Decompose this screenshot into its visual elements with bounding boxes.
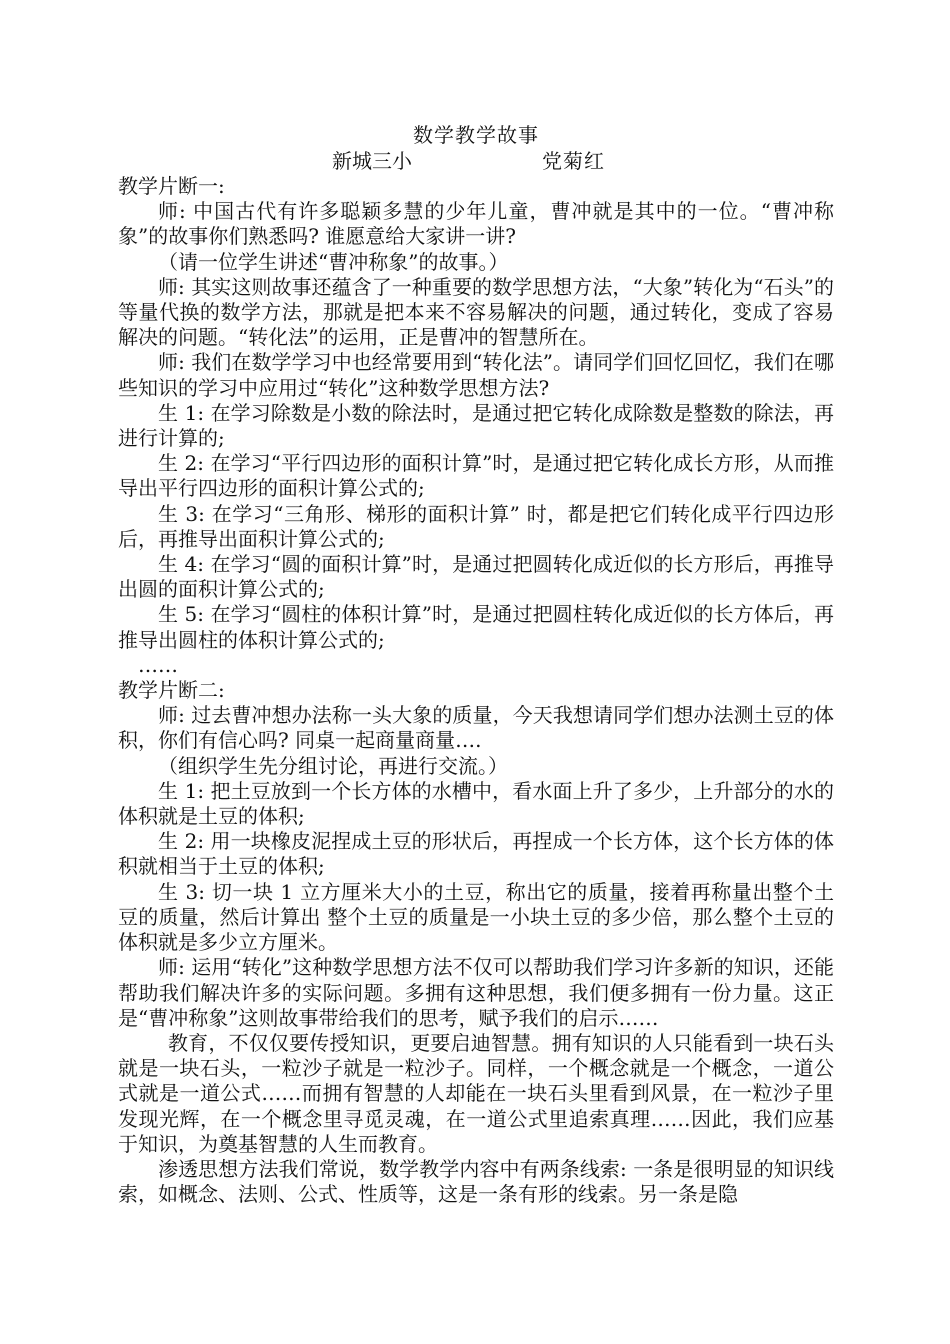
ellipsis: …… [138,652,178,677]
paragraph: 师: 其实这则故事还蕴含了一种重要的数学思想方法，“大象”转化为“石头”的等量代换的数学方法，那就是把本来不容易解决的问题，通过转化，变成了容易解决的问题。“转化法”的运用，正是曹冲的智慧所在。 [118,274,834,350]
document-title: 数学教学故事 [413,123,539,147]
byline [118,148,834,174]
school-name: 新城三小 [332,149,412,173]
paragraph: （请一位学生讲述“曹冲称象”的故事。） [158,249,509,274]
paragraph: 生 1: 把土豆放到一个长方体的水槽中，看水面上升了多少，上升部分的水的体积就是土豆的体积; [118,778,834,829]
paragraph: 生 4: 在学习“圆的面积计算”时，是通过把圆转化成近似的长方形后，再推导出圆的面积计算公式的; [118,552,834,602]
paragraph: 生 2: 用一块橡皮泥捏成土豆的形状后，再捏成一个长方体，这个长方体的体积就相当于土豆的体积; [118,829,834,879]
paragraph: 生 3: 在学习“三角形、梯形的面积计算” 时，都是把它们转化成平行四边形后，再推导出面积计算公式的; [118,501,834,551]
paragraph: 生 5: 在学习“圆柱的体积计算”时，是通过把圆柱转化成近似的长方体后，再推导出圆柱的体积计算公式的; [118,602,834,652]
section1-heading: 教学片断一: [118,174,225,198]
section2-heading: 教学片断二: [118,678,225,703]
paragraph: 师: 中国古代有许多聪颖多慧的少年儿童，曹冲就是其中的一位。“曹冲称象”的故事你们熟悉吗? 谁愿意给大家讲一讲? [118,199,834,249]
paragraph: 生 2: 在学习“平行四边形的面积计算”时，是通过把它转化成长方形，从而推导出平行四边形的面积计算公式的; [118,451,834,501]
paragraph: 教育，不仅仅要传授知识，更要启迪智慧。拥有知识的人只能看到一块石头就是一块石头，一粒沙子就是一粒沙子。同样，一个概念就是一个概念，一道公式就是一道公式……而拥有智慧的人却能在一块石头里看到风景，在一粒沙子里发现光辉，在一个概念里寻觅灵魂，在一道公式里追索真理……因此，我们应基于知识，为奠基智慧的人生而教育。 [118,1030,834,1156]
paragraph: 师: 过去曹冲想办法称一头大象的质量，今天我想请同学们想办法测土豆的体积，你们有信心吗? 同桌一起商量商量…. [118,703,834,753]
paragraph: 生 1: 在学习除数是小数的除法时，是通过把它转化成除数是整数的除法，再进行计算的; [118,400,834,451]
paragraph: 渗透思想方法我们常说，数学教学内容中有两条线索: 一条是很明显的知识线索，如概念、法则、公式、性质等，这是一条有形的线索。另一条是隐 [118,1156,834,1207]
paragraph: 师: 我们在数学学习中也经常要用到“转化法”。请同学们回忆回忆，我们在哪些知识的学习中应用过“转化”这种数学思想方法? [118,350,834,400]
author-name: 党菊红 [542,149,605,173]
paragraph: （组织学生先分组讨论，再进行交流。） [158,753,508,778]
paragraph: 生 3: 切一块 1 立方厘米大小的土豆，称出它的质量，接着再称量出整个土豆的质量，然后计算出 整个土豆的质量是一小块土豆的多少倍，那么整个土豆的体积就是多少立方厘米。 [118,879,834,955]
document-page [118,122,834,1207]
paragraph: 师: 运用“转化”这种数学思想方法不仅可以帮助我们学习许多新的知识，还能帮助我们解决许多的实际问题。多拥有这种思想，我们便多拥有一份力量。这正是“曹冲称象”这则故事带给我们的思考，赋予我们的启示…… [118,955,834,1030]
